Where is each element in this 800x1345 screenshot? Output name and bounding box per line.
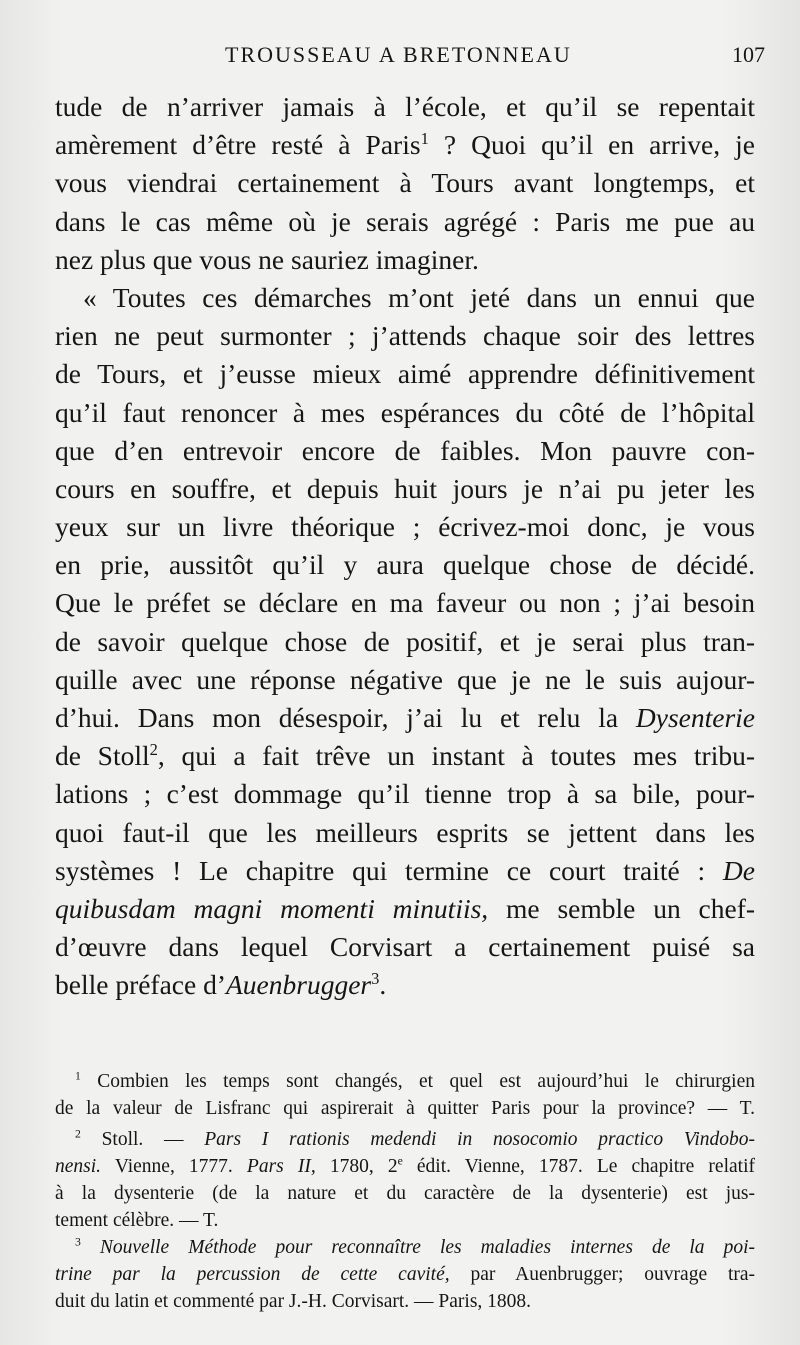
text-line: de Stoll$^2$, qui a fait trêve un instant à toutes mes tribu- bbox=[55, 740, 755, 772]
text-line: nez plus que vous ne sauriez imaginer. bbox=[55, 243, 479, 275]
text-line: belle préface d’Auenbrugger$^3$. bbox=[55, 969, 387, 1001]
text-line: quille avec une réponse négative que je ne le suis aujour- bbox=[55, 663, 755, 695]
text-line: lations ; c’est dommage qu’il tienne trop à sa bile, pour- bbox=[55, 778, 755, 810]
page-number: 107 bbox=[732, 42, 765, 67]
footnote-ref[interactable]: 2 bbox=[149, 740, 158, 760]
text-line: quibusdam magni momenti minutiis, me semble un chef- bbox=[55, 892, 755, 924]
text-line: tude de n’arriver jamais à l’école, et qu’il se repentait bbox=[55, 91, 755, 122]
text-line: d’hui. Dans mon désespoir, j’ai lu et relu la Dysenterie bbox=[55, 702, 755, 733]
text-line: « Toutes ces démarches m’ont jeté dans un ennui que bbox=[83, 281, 755, 313]
text-line: d’œuvre dans lequel Corvisart a certainement puisé sa bbox=[55, 931, 755, 963]
text-line: de savoir quelque chose de positif, et je serai plus tran- bbox=[55, 625, 755, 657]
text-line: yeux sur un livre théorique ; écrivez-moi donc, je vous bbox=[55, 511, 755, 543]
text-line: quoi faut-il que les meilleurs esprits se jettent dans les bbox=[55, 816, 755, 848]
text-line: amèrement d’être resté à Paris$^1$ ? Quoi qu’il en arrive, je bbox=[55, 129, 755, 161]
text-line: vous viendrai certainement à Tours avant longtemps, et bbox=[55, 167, 755, 199]
text-line: de Tours, et j’eusse mieux aimé apprendre définitivement bbox=[55, 358, 755, 390]
main-text bbox=[55, 88, 755, 1005]
text-line: systèmes ! Le chapitre qui termine ce court traité : De bbox=[55, 854, 755, 886]
text-line: dans le cas même où je serais agrégé : Paris me pue au bbox=[55, 205, 755, 237]
footnote-1: $^1$ Combien les temps sont changés, et quel est aujourd’hui le chirurgien de la valeur de Lisfranc qui aspirerait à quitter Paris pour la province? — T. bbox=[55, 1069, 755, 1119]
text-line: que d’en entrevoir encore de faibles. Mon pauvre con- bbox=[55, 434, 755, 466]
footnote-ref[interactable]: 3 bbox=[371, 969, 380, 989]
text-line: cours en souffre, et depuis huit jours je n’ai pu jeter les bbox=[55, 472, 755, 504]
text-line: Que le préfet se déclare en ma faveur ou non ; j’ai besoin bbox=[55, 587, 755, 619]
footnote-ref[interactable]: 1 bbox=[420, 129, 429, 149]
text-line: qu’il faut renoncer à mes espérances du côté de l’hôpital bbox=[55, 396, 755, 428]
text-line: en prie, aussitôt qu’il y aura quelque chose de décidé. bbox=[55, 549, 755, 581]
italic-title: Dysenterie bbox=[635, 702, 755, 733]
footnote-2: $^2$ Stoll. — Pars I rationis medendi in nosocomio practico Vindobo- nensi. Vienne, 1777. Pars II, 1780, 2e édit. Vienne, 1787. Le chapitre relatif à la dysenterie (de la nature et du caractère de la dysenterie) est jus- tement célèbre. — T. bbox=[55, 1127, 755, 1231]
text-line: rien ne peut surmonter ; j’attends chaque soir des lettres bbox=[55, 320, 755, 352]
running-title: TROUSSEAU A BRETONNEAU bbox=[225, 42, 572, 67]
running-header bbox=[55, 42, 765, 72]
footnote-3: $^3$ Nouvelle Méthode pour reconnaître les maladies internes de la poi- trine par la percussion de cette cavité, par Auenbrugger; ouvrage tra- duit du latin et commenté par J.-H. Corvisart. — Paris, 1808. bbox=[55, 1235, 755, 1312]
